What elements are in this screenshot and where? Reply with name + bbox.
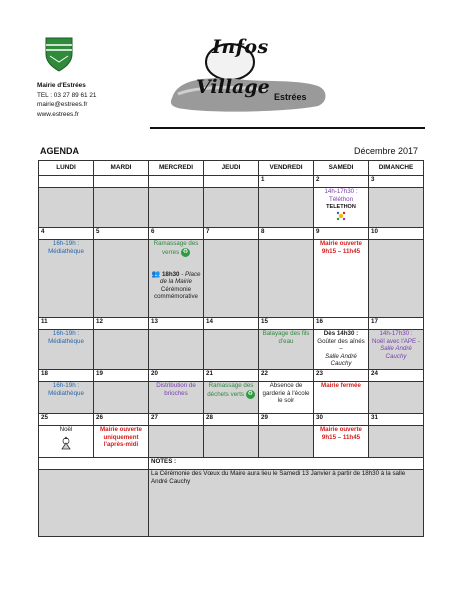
day-cell xyxy=(204,330,259,370)
notes-spacer xyxy=(39,470,149,537)
day-number: 30 xyxy=(314,414,369,426)
day-cell-dec26 xyxy=(94,426,149,458)
ape-christmas-time: 14h-17h30 : xyxy=(379,330,413,337)
agenda-title: AGENDA xyxy=(40,146,80,156)
mairie-open-hours: 9h15 – 11h45 xyxy=(321,247,361,255)
day-number: 31 xyxy=(369,414,424,426)
seniors-snack-place: Salle André Cauchy xyxy=(325,352,357,368)
week3-number-row xyxy=(39,318,424,330)
day-cell xyxy=(369,382,424,414)
weekday-header-row xyxy=(39,161,424,176)
day-cell xyxy=(94,330,149,370)
day-number: 1 xyxy=(259,176,314,188)
day-number: 7 xyxy=(204,228,259,240)
telethon-time: 14h-17h30 : xyxy=(324,188,358,195)
day-number: 11 xyxy=(39,318,94,330)
no-daycare-label: Absence de garderie à l'école le soir xyxy=(262,382,310,405)
notes-label-row xyxy=(39,458,424,470)
day-number: 10 xyxy=(369,228,424,240)
noel-label: Noël xyxy=(59,426,73,433)
day-cell xyxy=(369,426,424,458)
day-cell xyxy=(94,240,149,318)
notes-body-row xyxy=(39,470,424,537)
day-cell xyxy=(204,240,259,318)
day-cell xyxy=(259,188,314,228)
day-cell xyxy=(149,188,204,228)
day-number: 4 xyxy=(39,228,94,240)
brioche-distribution-label: Distribution de brioches xyxy=(156,382,196,397)
day-cell xyxy=(204,188,259,228)
glass-collection-event xyxy=(151,240,201,257)
day-number: 15 xyxy=(259,318,314,330)
week4-event-row xyxy=(39,382,424,414)
day-cell xyxy=(149,330,204,370)
notes-label: NOTES : xyxy=(149,458,424,470)
seniors-snack-time: Dès 14h30 : xyxy=(323,330,359,337)
week3-event-row xyxy=(39,330,424,370)
day-number: 3 xyxy=(369,176,424,188)
day-cell-dec21 xyxy=(204,382,259,414)
day-cell-dec2 xyxy=(314,188,369,228)
day-number: 6 xyxy=(149,228,204,240)
mairie-name: Mairie d'Estrées xyxy=(37,82,86,89)
day-cell-dec18 xyxy=(39,382,94,414)
day-cell xyxy=(94,382,149,414)
logo-estrees-text: Estrées xyxy=(274,92,307,102)
green-waste-event xyxy=(206,382,256,399)
day-cell xyxy=(259,240,314,318)
month-title: Décembre 2017 xyxy=(353,146,418,156)
day-number: 19 xyxy=(94,370,149,382)
mairie-closed-label: Mairie fermée xyxy=(321,382,361,389)
day-cell xyxy=(369,240,424,318)
ape-christmas-label: Noël avec l'APE - xyxy=(372,337,420,345)
day-cell xyxy=(204,426,259,458)
day-cell xyxy=(39,188,94,228)
day-number xyxy=(94,176,149,188)
day-number: 12 xyxy=(94,318,149,330)
mediatheque-label: Médiathèque xyxy=(48,389,84,397)
day-cell xyxy=(149,426,204,458)
day-header-sat: SAMEDI xyxy=(314,161,369,176)
notes-text: La Cérémonie des Vœux du Maire aura lieu le Samedi 13 Janvier à partir de 18h30 à la salle André Cauchy xyxy=(149,470,424,537)
mairie-open-hours: 9h15 – 11h45 xyxy=(321,433,361,441)
day-cell-dec15 xyxy=(259,330,314,370)
day-header-sun: DIMANCHE xyxy=(369,161,424,176)
day-number: 26 xyxy=(94,414,149,426)
day-cell-dec6 xyxy=(149,240,204,318)
day-header-mon: LUNDI xyxy=(39,161,94,176)
people-icon: 👥 xyxy=(151,270,161,278)
coat-of-arms-icon xyxy=(44,36,74,72)
mairie-website[interactable]: www.estrees.fr xyxy=(37,110,79,118)
day-number: 22 xyxy=(259,370,314,382)
day-cell-dec16 xyxy=(314,330,369,370)
day-number: 24 xyxy=(369,370,424,382)
day-number: 27 xyxy=(149,414,204,426)
glass-collection-label: Ramassage des verres xyxy=(153,240,199,256)
day-number: 28 xyxy=(204,414,259,426)
day-number: 21 xyxy=(204,370,259,382)
mediatheque-label: Médiathèque xyxy=(48,337,84,345)
street-sweeping-label: Balayage des fils d'eau xyxy=(262,330,310,345)
day-number: 2 xyxy=(314,176,369,188)
mairie-contact xyxy=(37,81,96,119)
day-number: 8 xyxy=(259,228,314,240)
day-cell-dec30 xyxy=(314,426,369,458)
day-number: 17 xyxy=(369,318,424,330)
ceremony-label: Cérémonie commémorative xyxy=(153,285,198,301)
week1-event-row xyxy=(39,188,424,228)
day-number: 23 xyxy=(314,370,369,382)
day-cell-dec23 xyxy=(314,382,369,414)
telethon-logo-text: TELETHON xyxy=(326,204,356,211)
day-header-wed: MERCREDI xyxy=(149,161,204,176)
day-cell xyxy=(94,188,149,228)
mediatheque-time: 16h-19h : xyxy=(52,382,80,389)
week1-number-row xyxy=(39,176,424,188)
mairie-afternoon-label: Mairie ouverte uniquement l'après-midi xyxy=(100,426,142,449)
day-cell xyxy=(259,426,314,458)
ceremony-place: - Place de la Mairie xyxy=(160,270,201,286)
header-divider xyxy=(150,127,425,129)
christmas-icon xyxy=(59,436,73,450)
telethon-logo xyxy=(326,204,356,224)
day-number: 29 xyxy=(259,414,314,426)
week5-number-row xyxy=(39,414,424,426)
day-cell-dec25 xyxy=(39,426,94,458)
green-waste-label: Ramassage des déchets verts xyxy=(207,382,254,398)
day-cell-dec17 xyxy=(369,330,424,370)
week4-number-row xyxy=(39,370,424,382)
week2-number-row xyxy=(39,228,424,240)
day-cell xyxy=(369,188,424,228)
telethon-label: Téléthon xyxy=(328,195,354,203)
day-number: 5 xyxy=(94,228,149,240)
day-number: 14 xyxy=(204,318,259,330)
day-number: 16 xyxy=(314,318,369,330)
day-number: 25 xyxy=(39,414,94,426)
logo-village-text: Village xyxy=(196,76,270,98)
seniors-snack-label: Goûter des aînés – xyxy=(317,337,365,353)
day-cell-dec9 xyxy=(314,240,369,318)
week5-event-row xyxy=(39,426,424,458)
infos-village-logo xyxy=(168,36,333,116)
day-number: 20 xyxy=(149,370,204,382)
mairie-phone: TEL : 03 27 89 61 21 xyxy=(37,91,97,99)
notes-spacer xyxy=(39,458,149,470)
recycle-icon: ♻ xyxy=(182,248,189,255)
ape-christmas-place: Salle André Cauchy xyxy=(380,345,412,360)
mairie-email[interactable]: mairie@estrees.fr xyxy=(37,101,88,109)
day-cell-dec4 xyxy=(39,240,94,318)
logo-infos-text: Infos xyxy=(212,36,269,58)
telethon-icon xyxy=(336,211,346,221)
mediatheque-label: Médiathèque xyxy=(48,247,84,255)
day-header-fri: VENDREDI xyxy=(259,161,314,176)
calendar-table xyxy=(38,160,424,537)
ceremony-event xyxy=(151,271,201,301)
day-number: 13 xyxy=(149,318,204,330)
week2-event-row xyxy=(39,240,424,318)
mairie-open-label: Mairie ouverte xyxy=(320,240,362,247)
mediatheque-time: 16h-19h : xyxy=(52,240,80,247)
day-number xyxy=(149,176,204,188)
day-cell-dec20 xyxy=(149,382,204,414)
recycle-icon: ♻ xyxy=(247,390,253,397)
day-number xyxy=(204,176,259,188)
day-header-tue: MARDI xyxy=(94,161,149,176)
day-number: 9 xyxy=(314,228,369,240)
mediatheque-time: 16h-19h : xyxy=(52,330,80,337)
day-cell-dec22 xyxy=(259,382,314,414)
day-number xyxy=(39,176,94,188)
mairie-open-label: Mairie ouverte xyxy=(320,426,362,433)
day-header-thu: JEUDI xyxy=(204,161,259,176)
day-number: 18 xyxy=(39,370,94,382)
day-cell-dec11 xyxy=(39,330,94,370)
ceremony-time: 18h30 xyxy=(161,270,180,278)
